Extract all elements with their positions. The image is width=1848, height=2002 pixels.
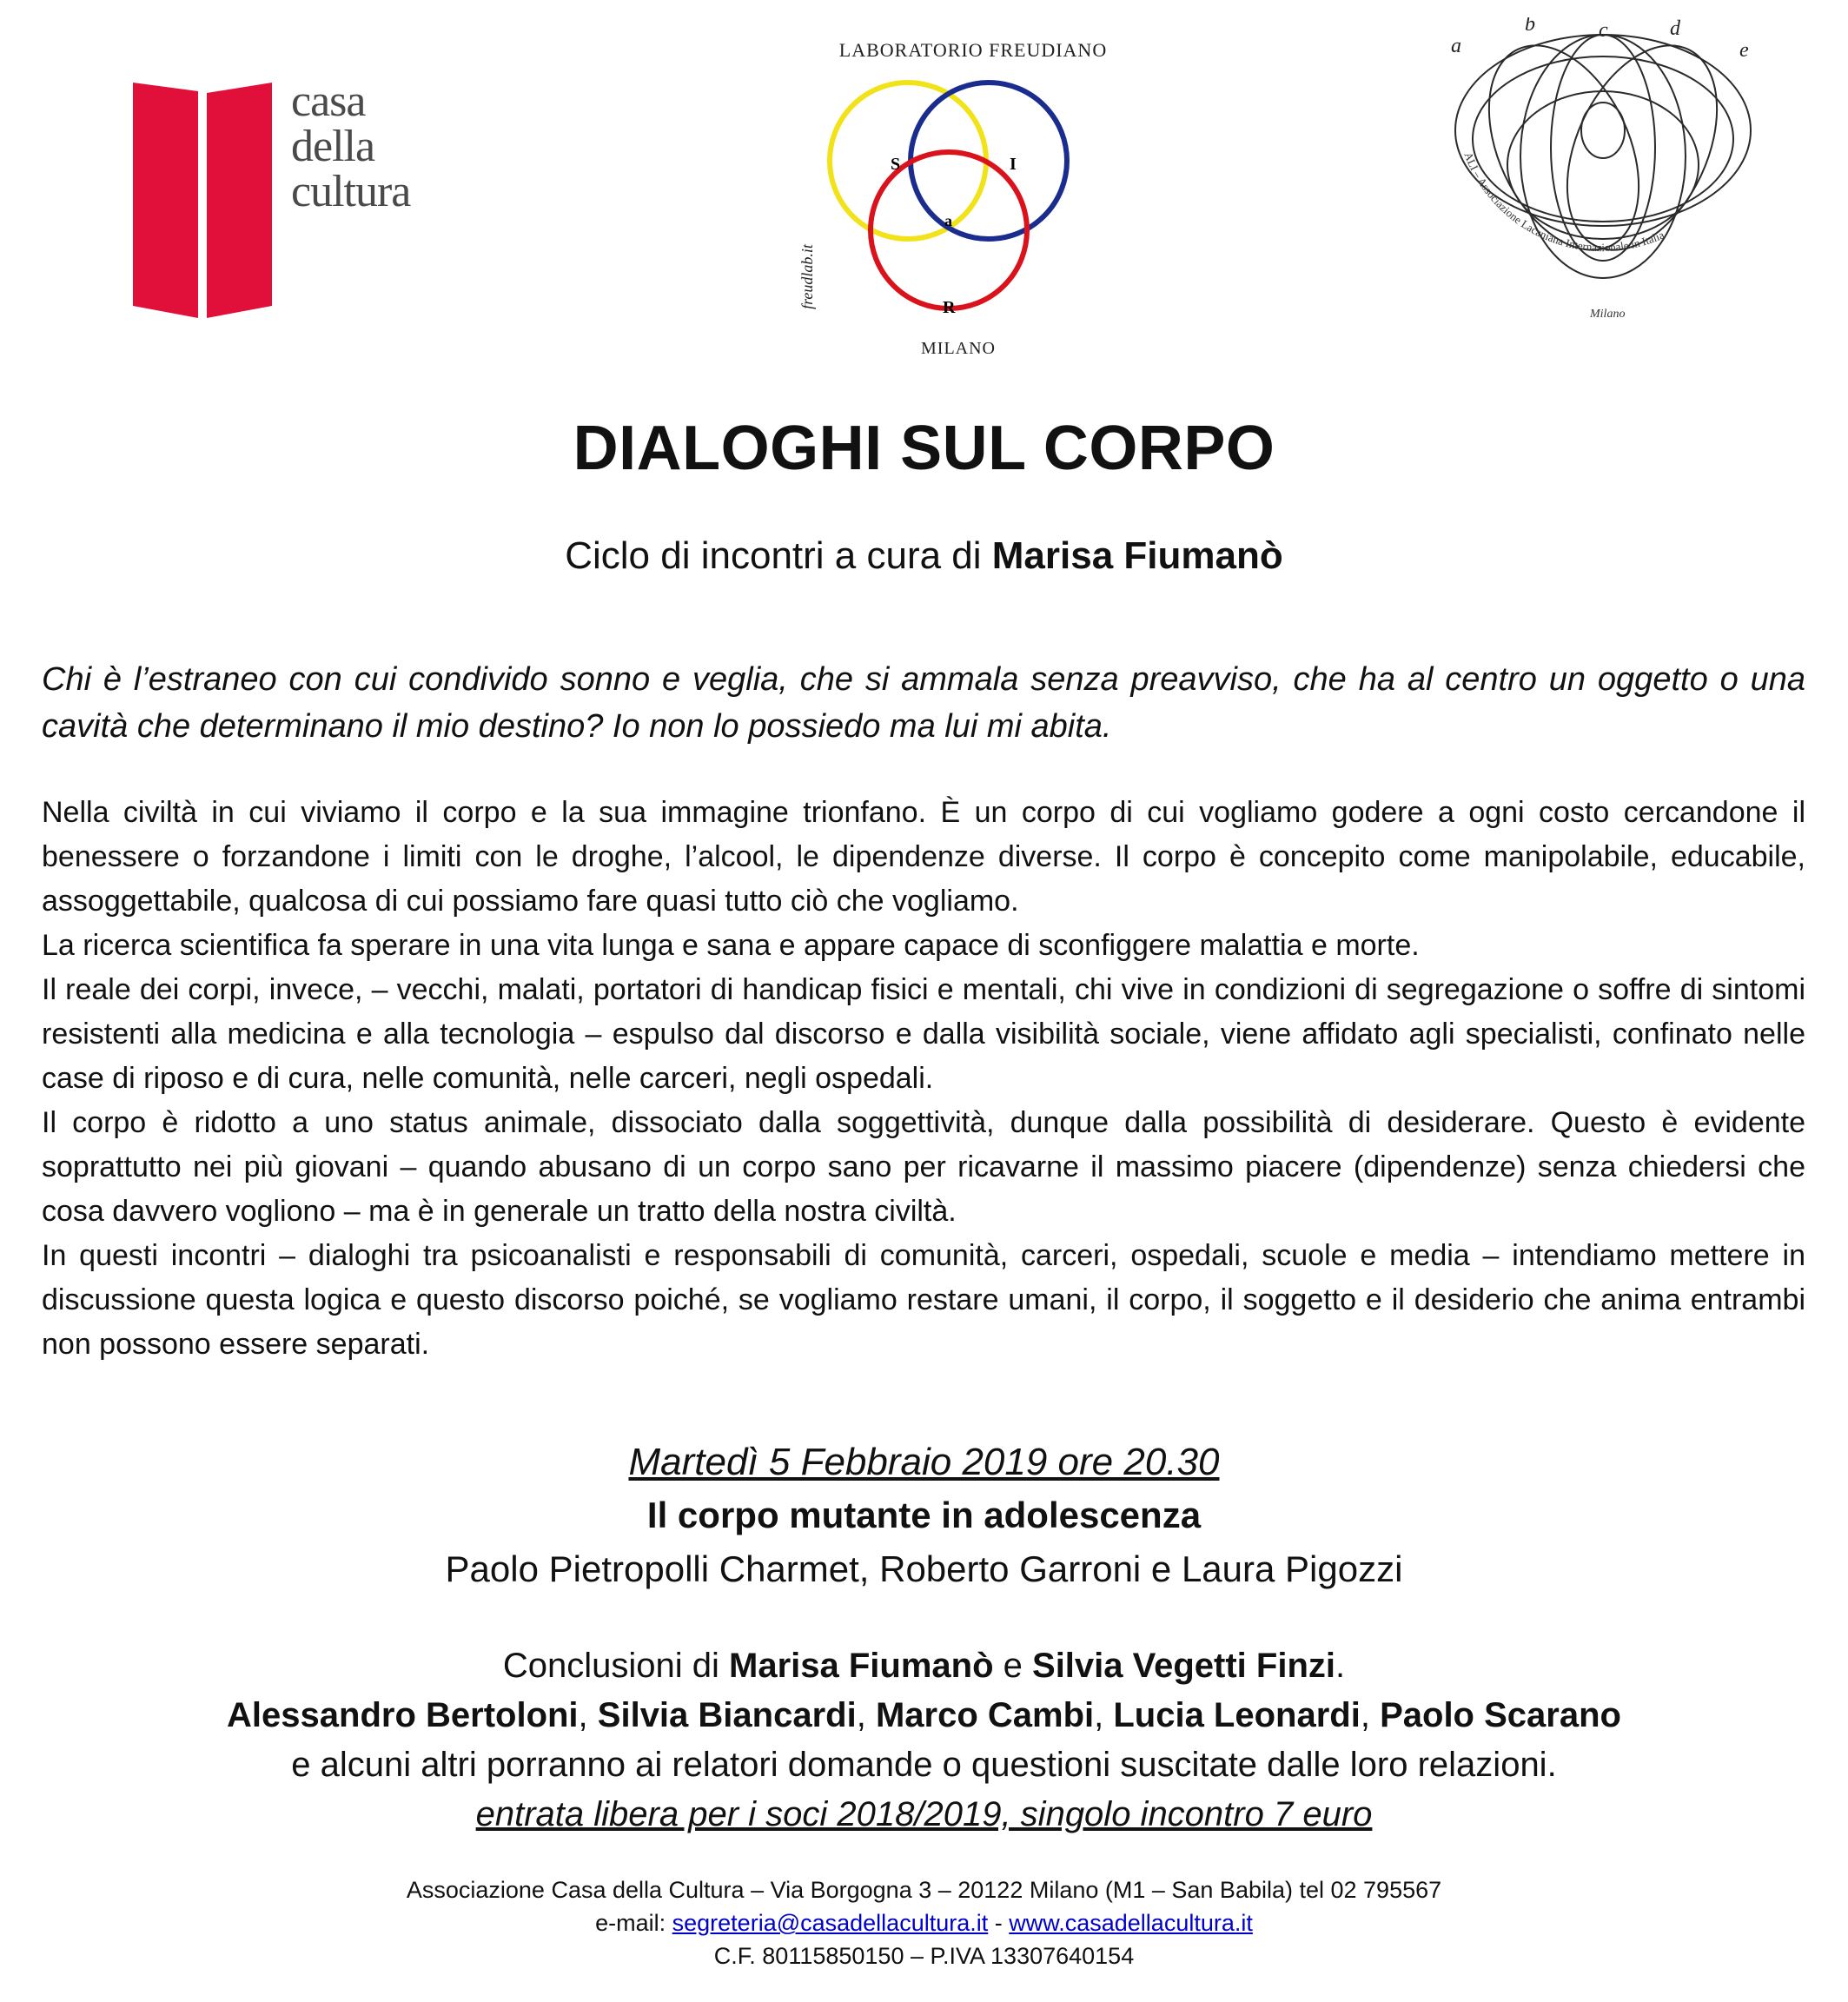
conclusions-name-2: Silvia Vegetti Finzi [1032,1647,1335,1685]
footer-dash: - [988,1910,1010,1936]
conclusions-name-1: Marisa Fiumanò [729,1647,994,1685]
ali-letter-c: c [1599,19,1608,42]
discussants-note: e alcuni altri porranno ai relatori domande o questioni suscitate dalle loro relazioni. [291,1746,1557,1784]
footer-fiscal: C.F. 80115850150 – P.IVA 13307640154 [713,1943,1135,1969]
discussant-separator: , [856,1696,876,1734]
ali-ring-text: ALI – Associazione Lacaniana Internazionale in Italia [1461,149,1666,255]
body-text [42,791,1805,1367]
discussant-separator: , [1094,1696,1114,1734]
subtitle [0,534,1848,578]
ali-letter-d: d [1670,17,1680,40]
ring-letter-a: a [944,212,952,229]
conclusions-line [0,1647,1848,1686]
curator-name: Marisa Fiumanò [991,534,1283,577]
discussant-name: Lucia Leonardi [1113,1696,1361,1734]
laboratorio-freudiano-logo [798,35,1129,365]
admission-note: entrata libera per i soci 2018/2019, singolo incontro 7 euro [475,1795,1373,1833]
subtitle-prefix: Ciclo di incontri a cura di [565,534,992,577]
ali-letter-a: a [1451,35,1461,57]
discussant-separator: , [1360,1696,1381,1734]
casa-logo-line-3: cultura [291,167,411,216]
discussant-name: Marco Cambi [875,1696,1095,1734]
footer-address: Associazione Casa della Cultura – Via Borgogna 3 – 20122 Milano (M1 – San Babila) tel 02 795567 [406,1877,1442,1903]
page-title: DIALOGHI SUL CORPO [573,414,1275,483]
casa-della-cultura-mark-icon [130,78,287,330]
discussant-separator: , [578,1696,598,1734]
conclusions-end: . [1335,1647,1346,1685]
body-paragraph-2: La ricerca scientifica fa sperare in una vita lunga e sana e appare capace di sconfiggere malattia e morte. [42,929,1420,962]
casa-logo-line-2: della [291,122,375,171]
event-speakers: Paolo Pietropolli Charmet, Roberto Garroni e Laura Pigozzi [445,1548,1403,1589]
casa-della-cultura-logo [130,78,434,330]
ali-city: Milano [1590,308,1626,321]
body-paragraph-3: Il reale dei corpi, invece, – vecchi, malati, portatori di handicap fisici e mentali, chi vive in condizioni di segregazione o soffre di sintomi resistenti alla medicina e alla tecnologia – espulso dal discorso e dalla visibilità sociale, viene affidato agli specialisti, confinato nelle case di riposo e di cura, nelle comunità, nelle carceri, negli ospedali. [42,973,1805,1095]
footer-contacts [0,1910,1848,1937]
email-link[interactable]: segreteria@casadellacultura.it [672,1910,989,1936]
ali-letter-e: e [1739,39,1749,62]
casa-logo-line-1: casa [291,76,366,126]
event-title: Il corpo mutante in adolescenza [646,1495,1202,1535]
ali-letter-b: b [1525,17,1535,36]
discussant-name: Paolo Scarano [1380,1696,1621,1734]
body-paragraph-4: Il corpo è ridotto a uno status animale, dissociato dalla soggettività, dunque dalla possibilità di desiderare. Questo è evidente soprattutto nei più giovani – quando abusano di un corpo sano per ricavarne il massimo piacere (dipendenze) senza chiedersi che cosa davvero vogliono – ma è in generale un tratto della nostra civiltà. [42,1106,1805,1228]
ring-letter-i: I [1010,155,1017,174]
laboratorio-freudiano-title: LABORATORIO FREUDIANO [838,39,1108,61]
ali-association-logo [1442,17,1764,330]
conclusions-mid: e [993,1647,1033,1685]
ring-letter-r: R [943,298,956,317]
footer-email-label: e-mail: [595,1910,672,1936]
borromean-rings-icon [808,61,1129,365]
event-date: Martedì 5 Febbraio 2019 ore 20.30 [628,1441,1220,1483]
discussant-name: Silvia Biancardi [597,1696,857,1734]
freudlab-side-text: freudlab.it [798,244,816,309]
body-paragraph-5: In questi incontri – dialoghi tra psicoanalisti e responsabili di comunità, carceri, ospedali, scuole e media – intendiamo mettere in discussione questa logica e questo discorso poiché, se vogliamo restare umani, il corpo, il soggetto e il desiderio che anima entrambi non possono essere separati. [42,1239,1805,1361]
website-link[interactable]: www.casadellacultura.it [1009,1910,1253,1936]
body-paragraph-1: Nella civiltà in cui viviamo il corpo e la sua immagine trionfano. È un corpo di cui vogliamo godere a ogni costo cercandone il benessere o forzandone i limiti con le droghe, l’alcool, le dipendenze diverse. Il corpo è concepito come manipolabile, educabile, assoggettabile, qualcosa di cui possiamo fare quasi tutto ciò che vogliamo. [42,796,1805,918]
ring-letter-s: S [891,155,901,174]
lead-question: Chi è l’estraneo con cui condivido sonno e veglia, che si ammala senza preavviso, che ha al centro un oggetto o una cavità che determinano il mio destino? Io non lo possiedo ma lui mi abita. [42,661,1805,745]
discussants-line [0,1696,1848,1735]
laboratorio-freudiano-city: MILANO [921,339,996,358]
ali-interlaced-rings-icon [1442,17,1764,330]
conclusions-prefix: Conclusioni di [502,1647,730,1685]
discussant-name: Alessandro Bertoloni [227,1696,579,1734]
